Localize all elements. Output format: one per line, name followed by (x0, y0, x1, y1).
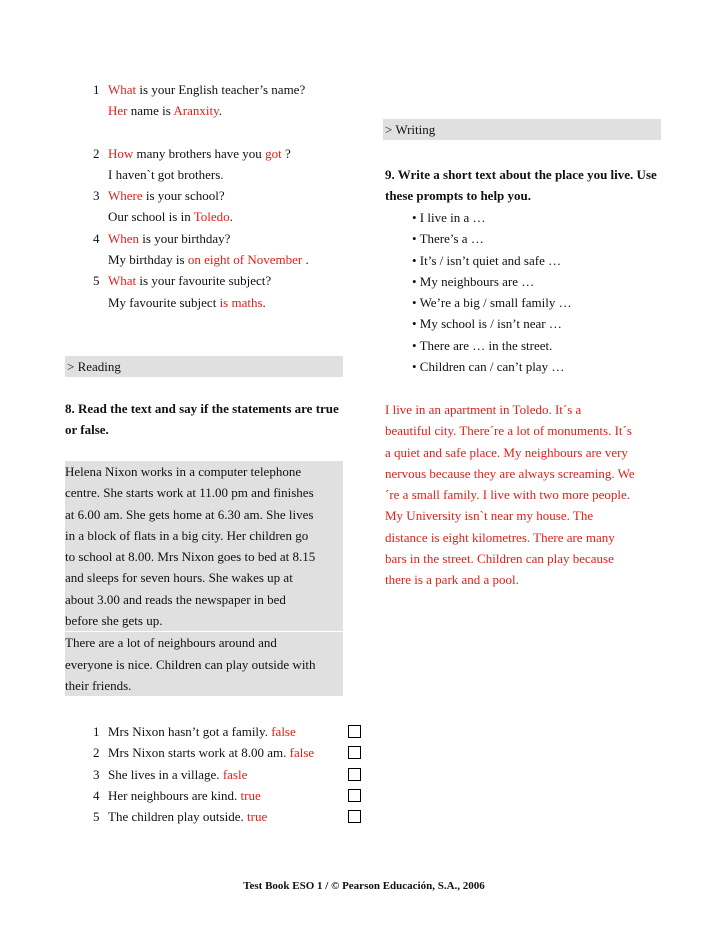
answer-word: Her (108, 103, 128, 119)
statement-number: 4 (93, 787, 100, 803)
prompt-item: • There are … in the street. (412, 337, 553, 353)
answer-text: Our school is in (108, 209, 194, 225)
page-footer: Test Book ESO 1 / © Pearson Educación, S.A., 2006 (243, 880, 485, 892)
qa-item-3 (93, 185, 353, 228)
statement-answer: fasle (222, 766, 248, 782)
prompt-item: • I live in a … (412, 210, 486, 225)
reading-section-header: > Reading (65, 356, 343, 377)
answer-text: My favourite subject (108, 294, 220, 310)
writing-task-title: 9. Write a short text about the place you live. Use these prompts to help you. (385, 167, 657, 204)
passage-paragraph-2: There are a lot of neighbours around and everyone is nice. Children can play outside with their friends. (65, 635, 316, 693)
spacer (93, 122, 353, 143)
qa-item-4 (93, 228, 353, 271)
item-number: 2 (93, 145, 100, 161)
statement-text: She lives in a village. (108, 766, 220, 782)
answer-highlight: Toledo (193, 209, 230, 225)
true-false-statements (93, 721, 365, 827)
question-word: When (108, 230, 140, 246)
statement-text: The children play outside. (108, 809, 244, 825)
answer-line (108, 249, 353, 270)
statement-answer: true (240, 787, 261, 803)
answer-checkbox[interactable] (348, 789, 361, 802)
reading-passage (65, 461, 343, 696)
question-line (108, 143, 353, 164)
question-line (108, 185, 353, 206)
statement-answer: false (271, 724, 296, 739)
question-line (108, 79, 353, 100)
question-end: ? (281, 145, 291, 161)
writing-section-header: > Writing (383, 119, 661, 140)
answer-end: . (262, 294, 266, 310)
answer-end: . (218, 103, 222, 119)
question-text: is your school? (142, 188, 225, 204)
question-line (108, 228, 353, 249)
question-word: Where (108, 188, 143, 204)
question-word: What (108, 273, 137, 289)
statement-row (93, 721, 365, 742)
item-number: 5 (93, 273, 100, 289)
answer-highlight: Aranxity (173, 103, 219, 119)
answer-line (108, 292, 353, 313)
statement-answer: false (289, 745, 315, 761)
answer-highlight: is maths (219, 294, 263, 310)
prompt-item: • There’s a … (412, 231, 484, 247)
statement-row (93, 806, 365, 827)
question-line (108, 270, 353, 291)
prompt-item: • We’re a big / small family … (412, 295, 572, 311)
answer-checkbox[interactable] (348, 768, 361, 781)
question-word-2: got (265, 145, 282, 161)
item-number: 4 (93, 230, 100, 246)
statement-number: 3 (93, 766, 100, 782)
answer-checkbox[interactable] (348, 810, 361, 823)
qa-item-1 (93, 79, 353, 122)
prompt-item: • It’s / isn’t quiet and safe … (412, 252, 562, 268)
prompt-item: • My school is / isn’t near … (412, 316, 562, 332)
answer-text: name is (127, 103, 174, 119)
item-number: 1 (93, 82, 100, 97)
question-text: is your English teacher’s name? (136, 82, 306, 97)
answer-checkbox[interactable] (348, 725, 361, 738)
qa-item-2 (93, 143, 353, 186)
statement-answer: true (247, 809, 268, 825)
answer-line: I haven`t got brothers. (108, 166, 224, 182)
answer-end: . (302, 252, 309, 268)
item-number: 3 (93, 188, 100, 204)
writing-prompts (412, 207, 652, 377)
answer-end: . (229, 209, 233, 225)
answer-highlight: on eight of November (187, 252, 303, 268)
answer-checkbox[interactable] (348, 746, 361, 759)
statement-row (93, 764, 365, 785)
question-text: is your birthday? (139, 230, 231, 246)
question-text: many brothers have you (133, 145, 266, 161)
prompt-item: • My neighbours are … (412, 273, 535, 289)
exercise-answers (93, 79, 353, 313)
statement-row (93, 742, 365, 763)
statement-text: Her neighbours are kind. (108, 787, 238, 803)
prompt-item: • Children can / can’t play … (412, 359, 565, 375)
question-text: is your favourite subject? (136, 273, 272, 289)
statement-number: 5 (93, 809, 100, 825)
qa-item-5 (93, 270, 353, 313)
statement-number: 2 (93, 745, 100, 761)
reading-task-title: 8. Read the text and say if the statements are true or false. (65, 401, 339, 438)
statement-row (93, 785, 365, 806)
statement-text: Mrs Nixon starts work at 8.00 am. (108, 745, 287, 761)
passage-paragraph-1: Helena Nixon works in a computer telephone centre. She starts work at 11.00 pm and finishes at 6.00 am. She gets home at 6.30 am. She lives in a block of flats in a big city. Her children go to school at 8.00. Mrs Nixon goes to bed at 8.15 and sleeps for seven hours. She wakes up at about 3.00 and reads the newspaper in bed before she gets up. (65, 464, 316, 629)
answer-line (108, 100, 353, 121)
answer-text: My birthday is (108, 252, 188, 268)
statement-text: Mrs Nixon hasn’t got a family. (108, 724, 268, 739)
question-word: What (108, 82, 137, 97)
writing-answer: I live in an apartment in Toledo. It´s a beautiful city. There´re a lot of monuments. It´s a quiet and safe place. My neighbours are very nervous because they are always screaming. We ´re a small family. I live with two more people. My University isn`t near my house. The distance is eight kilometres. There are many bars in the street. Children can play because there is a park and a pool. (385, 402, 635, 588)
question-word: How (108, 145, 134, 161)
statement-number: 1 (93, 724, 100, 739)
answer-line (108, 206, 353, 227)
